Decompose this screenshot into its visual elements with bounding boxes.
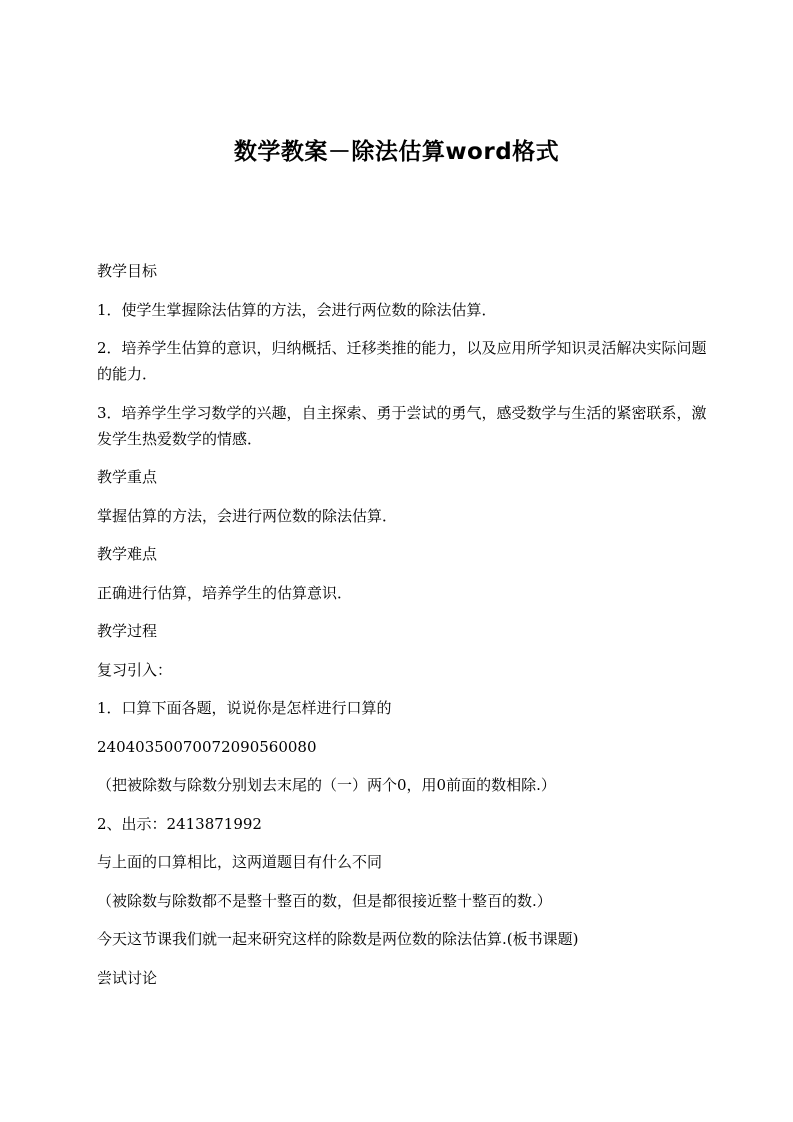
section-heading-discussion: 尝试讨论 <box>97 968 158 987</box>
oral-calc-prompt: 1．口算下面各题，说说你是怎样进行口算的 <box>97 699 392 717</box>
oral-calc-explanation: （把被除数与除数分别划去末尾的（一）两个0，用0前面的数相除.） <box>97 776 556 794</box>
section-heading-process: 教学过程 <box>97 622 158 640</box>
document-body <box>97 258 707 1003</box>
document-title: 数学教案－除法估算word格式 <box>233 139 560 165</box>
key-points-text: 掌握估算的方法，会进行两位数的除法估算． <box>97 506 398 525</box>
lesson-intro: 今天这节课我们就一起来研究这样的除数是两位数的除法估算.(板书课题) <box>97 930 579 948</box>
section-heading-objectives: 教学目标 <box>97 262 158 280</box>
review-intro: 复习引入： <box>97 660 173 679</box>
oral-calc-numbers: 24040350070072090560080 <box>97 737 317 756</box>
compare-question: 与上面的口算相比，这两道题目有什么不同 <box>97 853 383 871</box>
section-heading-key-points: 教学重点 <box>97 468 158 486</box>
objective-1: 1．使学生掌握除法估算的方法，会进行两位数的除法估算． <box>97 300 497 319</box>
difficulties-text: 正确进行估算，培养学生的估算意识． <box>97 583 353 602</box>
compare-answer: （被除数与除数都不是整十整百的数，但是都很接近整十整百的数.） <box>97 891 552 910</box>
objective-2: 2．培养学生估算的意识，归纳概括、迁移类推的能力，以及应用所学知识灵活解决实际问题的能力． <box>97 339 707 383</box>
section-heading-difficulties: 教学难点 <box>97 545 158 563</box>
objective-3: 3．培养学生学习数学的兴趣，自主探索、勇于尝试的勇气，感受数学与生活的紧密联系，激发学生热爱数学的情感． <box>97 403 707 448</box>
show-problems: 2、出示：2413871992 <box>97 814 262 833</box>
